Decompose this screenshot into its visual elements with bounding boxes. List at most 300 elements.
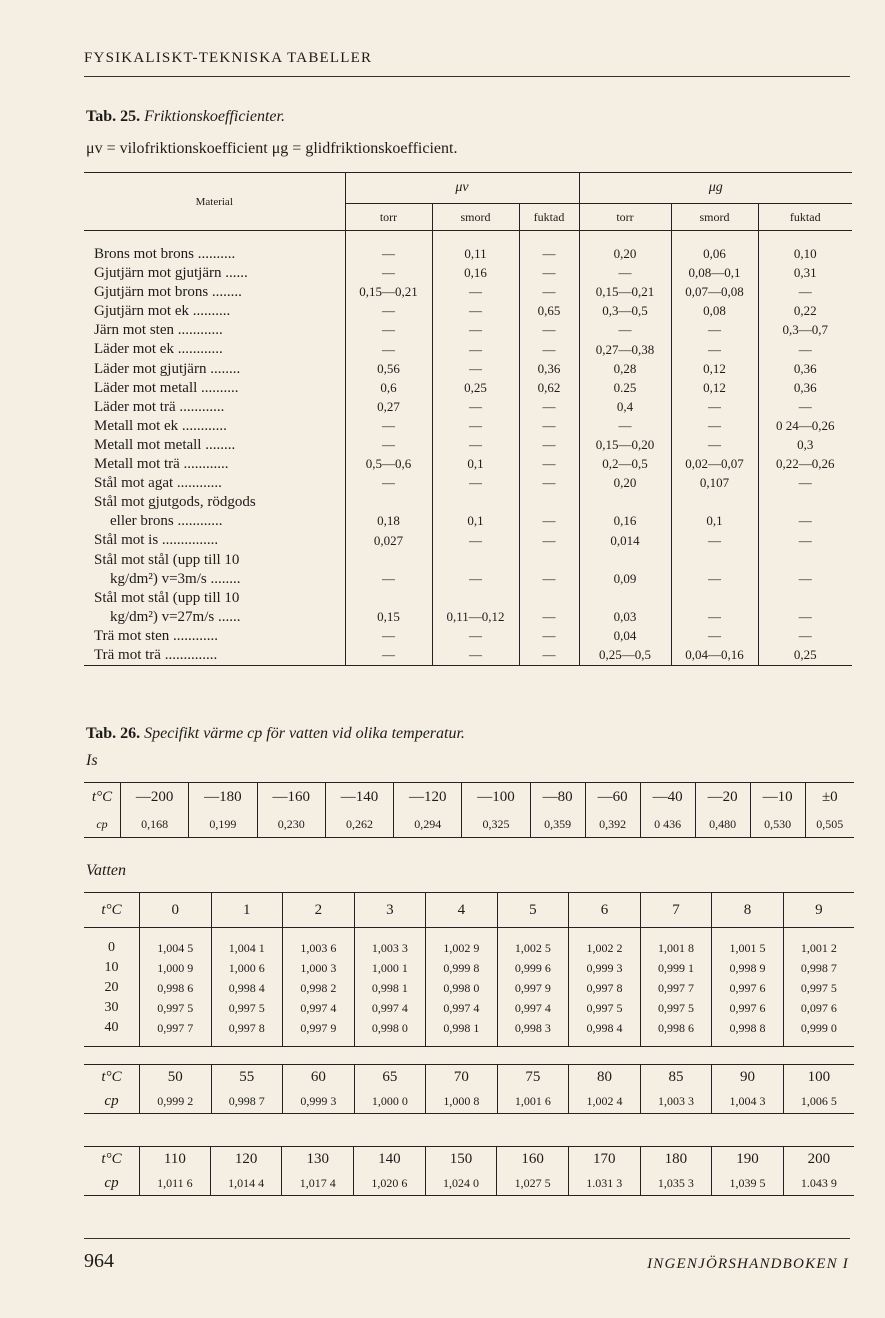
spacer-cell <box>140 1038 212 1047</box>
value-cell: 0,1 <box>671 493 758 531</box>
cp-value-cell: 0,997 8 <box>569 978 641 998</box>
cp-value-cell: 0,998 4 <box>211 978 283 998</box>
spacer-cell <box>497 928 569 939</box>
value-cell: 0,1 <box>432 493 519 531</box>
value-cell: — <box>519 264 579 283</box>
value-cell: 0.25 <box>579 379 671 398</box>
tab26-title <box>86 725 465 743</box>
cp-value-cell: 1,002 9 <box>426 938 498 958</box>
t-label: t°C <box>84 1147 140 1172</box>
value-cell: — <box>345 646 432 666</box>
spacer-cell <box>758 231 852 246</box>
material-name: Gjutjärn mot gjutjärn ...... <box>94 265 248 282</box>
table-row <box>84 646 852 666</box>
value-cell: 0,07—0,08 <box>671 283 758 302</box>
book-title: INGENJÖRSHANDBOKEN I <box>647 1256 849 1272</box>
cp-value-cell: 1,000 9 <box>140 958 212 978</box>
t-label: t°C <box>84 1065 140 1090</box>
table-row <box>84 1018 854 1038</box>
sub-header: torr <box>579 204 671 231</box>
cp-value-cell: 0,997 5 <box>211 998 283 1018</box>
cp-value-cell: 1,017 4 <box>282 1171 354 1196</box>
column-header: 5 <box>497 893 569 928</box>
table-row <box>84 627 852 646</box>
table-row <box>84 455 852 474</box>
value-cell: 0,5—0,6 <box>345 455 432 474</box>
value-cell: 0,65 <box>519 302 579 321</box>
value-cell: — <box>432 340 519 359</box>
value-cell: — <box>798 627 812 643</box>
value-cell: — <box>671 531 758 550</box>
material-name: Stål mot agat ............ <box>94 475 222 492</box>
cp-value-cell: 0,999 3 <box>569 958 641 978</box>
cp-value-cell: 1,002 4 <box>569 1089 641 1114</box>
table-row <box>84 958 854 978</box>
t-label: t°C <box>84 783 121 812</box>
temperature-cell: 20 <box>84 978 140 998</box>
column-header: 8 <box>712 893 784 928</box>
value-cell: 0,04—0,16 <box>671 646 758 666</box>
cp-value-cell: 0,997 6 <box>712 978 784 998</box>
temperature-cell: 85 <box>640 1065 712 1090</box>
material-cell <box>84 551 345 589</box>
value-cell: — <box>798 570 812 586</box>
cp-value-cell: 0,997 4 <box>426 998 498 1018</box>
value-cell: — <box>432 627 519 646</box>
value-cell: — <box>432 646 519 666</box>
cp-value-cell: 0,294 <box>394 811 462 838</box>
cp-value-cell: 0,999 6 <box>497 958 569 978</box>
material-cell <box>84 589 345 627</box>
table-row <box>84 589 852 627</box>
table-row <box>84 474 852 493</box>
value-cell: — <box>345 245 432 264</box>
value-cell: 0,27—0,38 <box>579 340 671 359</box>
value-cell: — <box>432 417 519 436</box>
cp-value-cell: 1,024 0 <box>425 1171 497 1196</box>
spacer-cell <box>426 928 498 939</box>
material-name: Stål mot gjutgods, rödgods <box>94 494 256 511</box>
spacer-cell <box>354 928 426 939</box>
material-name: Trä mot trä .............. <box>94 646 218 663</box>
temperature-cell: —120 <box>394 783 462 812</box>
material-cell <box>84 436 345 455</box>
value-cell: — <box>519 551 579 589</box>
temperature-cell: 65 <box>354 1065 426 1090</box>
cp-label: cp <box>84 1089 140 1114</box>
cp-value-cell: 0,325 <box>462 811 530 838</box>
temperature-cell: —180 <box>189 783 257 812</box>
value-cell: — <box>519 589 579 627</box>
table-row <box>84 417 852 436</box>
tab25-title <box>86 108 285 126</box>
value-cell: — <box>432 436 519 455</box>
value-cell: 0,31 <box>793 265 817 281</box>
cp-value-cell: 0,997 5 <box>640 998 712 1018</box>
value-cell: — <box>519 283 579 302</box>
temperature-cell: —60 <box>585 783 640 812</box>
cp-value-cell: 0,998 0 <box>354 1018 426 1038</box>
value-cell: 0,18 <box>345 493 432 531</box>
value-cell: — <box>345 436 432 455</box>
value-cell: 0,03 <box>579 589 671 627</box>
table-row <box>84 436 852 455</box>
value-cell: — <box>345 264 432 283</box>
value-cell: — <box>671 321 758 340</box>
material-cell <box>84 398 345 417</box>
value-cell: 0,36 <box>519 360 579 379</box>
temperature-cell: 50 <box>140 1065 212 1090</box>
cp-value-cell: 0,999 8 <box>426 958 498 978</box>
ice-table <box>84 782 854 838</box>
temperature-cell: 110 <box>140 1147 211 1172</box>
cp-value-cell: 0,997 4 <box>283 998 355 1018</box>
value-cell: — <box>579 417 671 436</box>
material-cell <box>84 245 345 264</box>
material-cell <box>84 302 345 321</box>
value-cell: 0,56 <box>345 360 432 379</box>
spacer-cell <box>783 1038 854 1047</box>
cp-value-cell: 1,002 5 <box>497 938 569 958</box>
material-cell <box>84 627 345 646</box>
spacer-cell <box>432 231 519 246</box>
cp-value-cell: 0,998 3 <box>497 1018 569 1038</box>
spacer-cell <box>84 928 140 939</box>
cp-value-cell: 0,997 5 <box>140 998 212 1018</box>
material-name: Brons mot brons .......... <box>94 246 236 262</box>
temperature-cell: 70 <box>426 1065 498 1090</box>
material-name: Metall mot ek ............ <box>94 417 227 434</box>
sub-header: smord <box>671 204 758 231</box>
value-cell: 0,4 <box>579 398 671 417</box>
cp-value-cell: 0,997 6 <box>712 998 784 1018</box>
sub-header: torr <box>345 204 432 231</box>
cp-value-cell: 0,262 <box>325 811 393 838</box>
value-cell: 0,11—0,12 <box>432 589 519 627</box>
value-cell: 0,12 <box>671 379 758 398</box>
water-table-110-200 <box>84 1146 854 1196</box>
value-cell: 0,22—0,26 <box>776 456 835 472</box>
value-cell: 0,08 <box>671 302 758 321</box>
cp-value-cell: 1,003 3 <box>640 1089 712 1114</box>
column-header: 3 <box>354 893 426 928</box>
spacer-cell <box>712 928 784 939</box>
cp-value-cell: 0,480 <box>695 811 750 838</box>
temperature-cell: 180 <box>640 1147 712 1172</box>
value-cell: 0,62 <box>519 379 579 398</box>
material-cell <box>84 474 345 493</box>
value-cell: — <box>798 608 812 624</box>
ice-label: Is <box>86 752 98 769</box>
page-number: 964 <box>84 1250 114 1272</box>
table-row <box>84 938 854 958</box>
value-cell: — <box>671 551 758 589</box>
cp-value-cell: 1,000 8 <box>426 1089 498 1114</box>
value-cell: — <box>519 245 579 264</box>
material-name: kg/dm²) v=3m/s ........ <box>110 570 241 587</box>
temperature-cell: 140 <box>354 1147 426 1172</box>
cp-value-cell: 1,039 5 <box>712 1171 784 1196</box>
material-cell <box>84 264 345 283</box>
table-row <box>84 302 852 321</box>
value-cell: 0,20 <box>579 474 671 493</box>
temperature-cell: —200 <box>121 783 189 812</box>
spacer-cell <box>497 1038 569 1047</box>
cp-value-cell: 0,359 <box>530 811 585 838</box>
spacer-cell <box>579 231 671 246</box>
header-rule <box>84 76 850 77</box>
column-header: 9 <box>783 893 854 928</box>
value-cell: 0,2—0,5 <box>579 455 671 474</box>
material-header: Material <box>84 173 345 231</box>
value-cell: — <box>579 321 671 340</box>
temperature-cell: —100 <box>462 783 530 812</box>
temperature-cell: 10 <box>84 958 140 978</box>
value-cell: — <box>671 417 758 436</box>
cp-value-cell: 1,000 0 <box>354 1089 426 1114</box>
value-cell: 0,28 <box>579 360 671 379</box>
cp-value-cell: 1,001 5 <box>712 938 784 958</box>
value-cell: — <box>519 474 579 493</box>
tab25-name: Friktionskoefficienter. <box>144 108 285 125</box>
temperature-cell: 55 <box>211 1065 283 1090</box>
material-cell <box>84 646 345 666</box>
table-row <box>84 340 852 359</box>
value-cell: 0,25 <box>758 646 852 666</box>
material-name: Gjutjärn mot brons ........ <box>94 284 242 301</box>
running-head: FYSIKALISKT-TEKNISKA TABELLER <box>84 50 373 66</box>
value-cell: — <box>798 341 812 357</box>
cp-value-cell: 1,014 4 <box>210 1171 282 1196</box>
material-name: Gjutjärn mot ek .......... <box>94 303 231 320</box>
cp-value-cell: 0,530 <box>750 811 805 838</box>
spacer-cell <box>712 1038 784 1047</box>
temperature-cell: 100 <box>783 1065 854 1090</box>
value-cell: 0,1 <box>432 455 519 474</box>
cp-value-cell: 1,001 6 <box>497 1089 569 1114</box>
value-cell: — <box>345 302 432 321</box>
cp-value-cell: 1,006 5 <box>783 1089 854 1114</box>
cp-value-cell: 0,505 <box>805 811 854 838</box>
spacer-row <box>84 1038 854 1047</box>
cp-value-cell: 0,392 <box>585 811 640 838</box>
value-cell: — <box>432 398 519 417</box>
value-cell: — <box>519 455 579 474</box>
value-cell: — <box>798 475 812 491</box>
cp-value-cell: 0,997 9 <box>283 1018 355 1038</box>
material-cell <box>84 379 345 398</box>
value-cell: 0,22 <box>793 303 817 319</box>
value-cell: — <box>432 321 519 340</box>
cp-value-cell: 0,998 6 <box>640 1018 712 1038</box>
value-cell: 0,6 <box>345 379 432 398</box>
value-cell: 0,06 <box>671 245 758 264</box>
table-row <box>84 379 852 398</box>
value-cell: 0,16 <box>432 264 519 283</box>
material-cell <box>84 360 345 379</box>
value-cell: 0,36 <box>793 360 817 376</box>
value-cell: 0,014 <box>579 531 671 550</box>
material-cell <box>84 531 345 550</box>
value-cell: — <box>432 551 519 589</box>
value-cell: — <box>519 493 579 531</box>
column-header: 0 <box>140 893 212 928</box>
table-row <box>84 493 852 531</box>
material-name: Stål mot stål (upp till 10 <box>94 589 240 606</box>
value-cell: 0,08—0,1 <box>671 264 758 283</box>
table-row <box>84 245 852 264</box>
cp-value-cell: 0,097 6 <box>800 1000 837 1015</box>
spacer-cell <box>345 231 432 246</box>
spacer-cell <box>283 1038 355 1047</box>
water-label: Vatten <box>86 862 126 879</box>
value-cell: 0,27 <box>345 398 432 417</box>
cp-value-cell: 0,998 0 <box>426 978 498 998</box>
spacer-cell <box>783 928 854 939</box>
value-cell: 0,3 <box>797 437 814 453</box>
cp-value-cell: 1.031 3 <box>568 1171 640 1196</box>
value-cell: 0,107 <box>671 474 758 493</box>
material-cell <box>84 417 345 436</box>
material-name: Stål mot stål (upp till 10 <box>94 551 240 568</box>
cp-value-cell: 1,000 3 <box>283 958 355 978</box>
value-cell: — <box>432 283 519 302</box>
cp-label: cp <box>84 1171 140 1196</box>
friction-table <box>84 172 852 666</box>
material-name: kg/dm²) v=27m/s ...... <box>110 608 241 625</box>
cp-value-cell: 0,997 5 <box>800 980 837 995</box>
value-cell: — <box>519 417 579 436</box>
value-cell: 0,20 <box>579 245 671 264</box>
spacer-cell <box>84 1038 140 1047</box>
spacer-cell <box>283 928 355 939</box>
cp-value-cell: 0,999 0 <box>800 1020 837 1035</box>
cp-value-cell: 1,020 6 <box>354 1171 426 1196</box>
cp-value-cell: 0,230 <box>257 811 325 838</box>
value-cell: — <box>519 531 579 550</box>
spacer-cell <box>519 231 579 246</box>
tab25-number: Tab. 25. <box>86 108 141 125</box>
t-label: t°C <box>84 893 140 928</box>
material-name: Läder mot gjutjärn ........ <box>94 360 241 377</box>
column-header: 1 <box>211 893 283 928</box>
cp-value-cell: 0,998 8 <box>712 1018 784 1038</box>
spacer-cell <box>354 1038 426 1047</box>
material-cell <box>84 283 345 302</box>
spacer-cell <box>671 231 758 246</box>
value-cell: — <box>345 417 432 436</box>
temperature-cell: —140 <box>325 783 393 812</box>
material-cell <box>84 340 345 359</box>
cp-value-cell: 1,004 1 <box>211 938 283 958</box>
value-cell: — <box>345 474 432 493</box>
material-name: Metall mot metall ........ <box>94 436 236 453</box>
value-cell: — <box>798 513 812 529</box>
value-cell: — <box>671 398 758 417</box>
spacer-cell <box>140 928 212 939</box>
value-cell: — <box>432 360 519 379</box>
value-cell: 0,15—0,20 <box>579 436 671 455</box>
cp-value-cell: 0,999 3 <box>283 1089 355 1114</box>
value-cell: 0,02—0,07 <box>671 455 758 474</box>
cp-value-cell: 0,998 1 <box>354 978 426 998</box>
value-cell: 0,027 <box>345 531 432 550</box>
value-cell: — <box>432 302 519 321</box>
temperature-cell: 75 <box>497 1065 569 1090</box>
spacer-cell <box>640 928 712 939</box>
table-row <box>84 264 852 283</box>
value-cell: — <box>345 321 432 340</box>
mu-g-header: μg <box>579 173 852 204</box>
cp-value-cell: 0,997 9 <box>497 978 569 998</box>
value-cell: — <box>519 340 579 359</box>
water-table-50-100 <box>84 1064 854 1114</box>
temperature-cell: 130 <box>282 1147 354 1172</box>
value-cell: 0,16 <box>579 493 671 531</box>
value-cell: — <box>798 398 812 414</box>
material-name: Trä mot sten ............ <box>94 627 219 644</box>
sub-header: fuktad <box>758 204 852 231</box>
cp-value-cell: 1,004 5 <box>140 938 212 958</box>
cp-value-cell: 1,001 2 <box>800 940 837 955</box>
column-header: 6 <box>569 893 641 928</box>
value-cell: 0,15—0,21 <box>579 283 671 302</box>
value-cell: 0 24—0,26 <box>776 417 835 433</box>
value-cell: — <box>798 284 812 300</box>
tab25-legend: μv = vilofriktionskoefficient μg = glidfriktionskoefficient. <box>86 140 458 157</box>
cp-value-cell: 1,004 3 <box>712 1089 784 1114</box>
temperature-cell: 30 <box>84 998 140 1018</box>
material-name: Järn mot sten ............ <box>94 322 223 339</box>
cp-value-cell: 1,001 8 <box>640 938 712 958</box>
cp-value-cell: 0,168 <box>121 811 189 838</box>
material-name: eller brons ............ <box>110 513 223 530</box>
temperature-cell: —80 <box>530 783 585 812</box>
spacer-cell <box>569 1038 641 1047</box>
cp-value-cell: 1,027 5 <box>497 1171 569 1196</box>
cp-value-cell: 0,199 <box>189 811 257 838</box>
material-name: Metall mot trä ............ <box>94 456 229 473</box>
table-row <box>84 551 852 589</box>
cp-value-cell: 0,997 7 <box>640 978 712 998</box>
value-cell: 0,3—0,5 <box>579 302 671 321</box>
temperature-cell: 0 <box>84 938 140 958</box>
table-row <box>84 321 852 340</box>
material-name: Läder mot ek ............ <box>94 341 223 358</box>
table-row <box>84 531 852 550</box>
cp-value-cell: 0,997 8 <box>211 1018 283 1038</box>
cp-value-cell: 1,003 3 <box>354 938 426 958</box>
temperature-cell: 60 <box>283 1065 355 1090</box>
cp-value-cell: 0,998 9 <box>712 958 784 978</box>
cp-value-cell: 1,000 6 <box>211 958 283 978</box>
cp-value-cell: 0,998 6 <box>140 978 212 998</box>
value-cell: — <box>519 627 579 646</box>
cp-value-cell: 0,997 4 <box>497 998 569 1018</box>
temperature-cell: 160 <box>497 1147 569 1172</box>
temperature-cell: 190 <box>712 1147 784 1172</box>
temperature-cell: 90 <box>712 1065 784 1090</box>
table-row <box>84 283 852 302</box>
value-cell: 0,12 <box>671 360 758 379</box>
footer-rule <box>84 1238 850 1239</box>
value-cell: — <box>671 627 758 646</box>
value-cell: — <box>345 340 432 359</box>
cp-value-cell: 1,000 1 <box>354 958 426 978</box>
value-cell: — <box>671 340 758 359</box>
mu-v-header: μv <box>345 173 579 204</box>
value-cell: — <box>671 589 758 627</box>
